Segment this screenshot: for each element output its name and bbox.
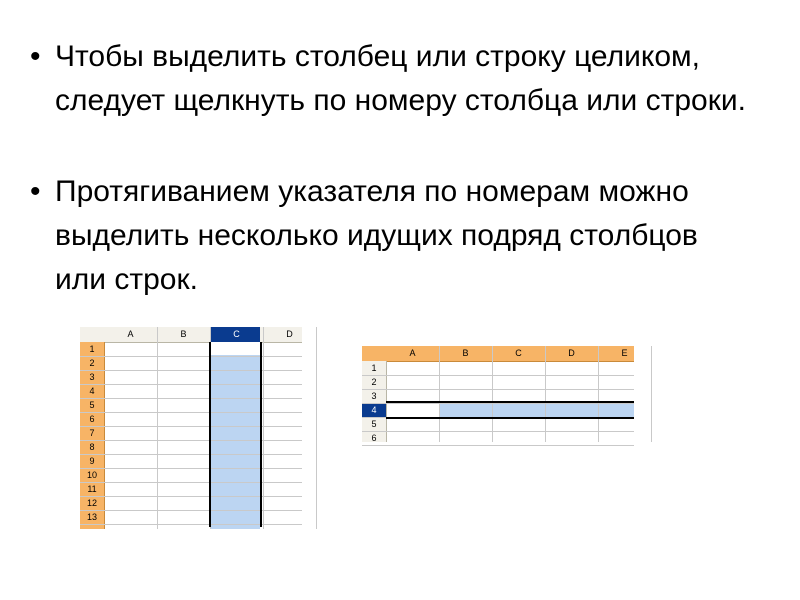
bullet-text: Протягиванием указателя по номерам можно выделить несколько идущих подряд столбцов или строк. [55,175,698,296]
bullet-marker: • [30,175,41,208]
column-gridline [263,327,264,529]
row-header-3[interactable]: 3 [89,372,95,382]
column-gridline [316,327,317,529]
row-gridline [362,431,634,432]
column-header-a[interactable]: A [409,348,416,358]
row-gridline [80,356,302,357]
row-gridline [80,482,302,483]
column-header-d[interactable]: D [568,348,575,358]
row-header-1[interactable]: 1 [371,363,377,373]
row-header-11[interactable]: 11 [87,484,97,494]
row-header-3[interactable]: 3 [371,391,377,401]
row-header-5[interactable]: 5 [371,419,377,429]
row-header-6[interactable]: 6 [89,414,95,424]
column-header-d[interactable]: D [286,329,293,339]
row-header-2[interactable]: 2 [371,377,377,387]
row-gridline [80,524,302,525]
row-gridline [80,426,302,427]
selection-border [209,342,262,527]
row-gridline [80,370,302,371]
row-gridline [362,445,634,446]
row-header-9[interactable]: 9 [89,456,95,466]
row-gridline [80,440,302,441]
row-header-1[interactable]: 1 [89,344,95,354]
selection-border [386,401,634,419]
spreadsheet-row-selected [362,346,634,442]
row-header-10[interactable]: 10 [86,470,97,480]
row-gridline [362,389,634,390]
column-gridline [157,327,158,529]
row-gridline [80,454,302,455]
row-header-4[interactable]: 4 [89,386,95,396]
column-header-b[interactable]: B [462,348,469,358]
row-gridline [80,398,302,399]
column-header-c[interactable]: C [233,329,240,339]
row-gridline [362,375,634,376]
row-gridline [80,468,302,469]
bullet-marker: • [30,40,41,73]
column-header-e[interactable]: E [621,348,628,358]
row-gridline [80,510,302,511]
row-header-8[interactable]: 8 [89,442,95,452]
row-header-12[interactable]: 12 [86,498,97,508]
column-gridline [651,346,652,442]
row-header-6[interactable]: 6 [371,433,377,443]
column-header-a[interactable]: A [127,329,134,339]
row-header-13[interactable]: 13 [86,512,97,522]
column-header-c[interactable]: C [515,348,522,358]
row-gridline [80,384,302,385]
row-header-7[interactable]: 7 [89,428,95,438]
row-header-2[interactable]: 2 [89,358,95,368]
row-gridline [80,496,302,497]
row-header-5[interactable]: 5 [89,400,95,410]
row-gridline [80,412,302,413]
spreadsheet-column-selected [80,327,302,529]
row-header-4[interactable]: 4 [371,405,377,415]
bullet-text: Чтобы выделить столбец или строку целиком, следует щелкнуть по номеру столбца или строки. [55,40,746,117]
column-header-b[interactable]: B [180,329,187,339]
